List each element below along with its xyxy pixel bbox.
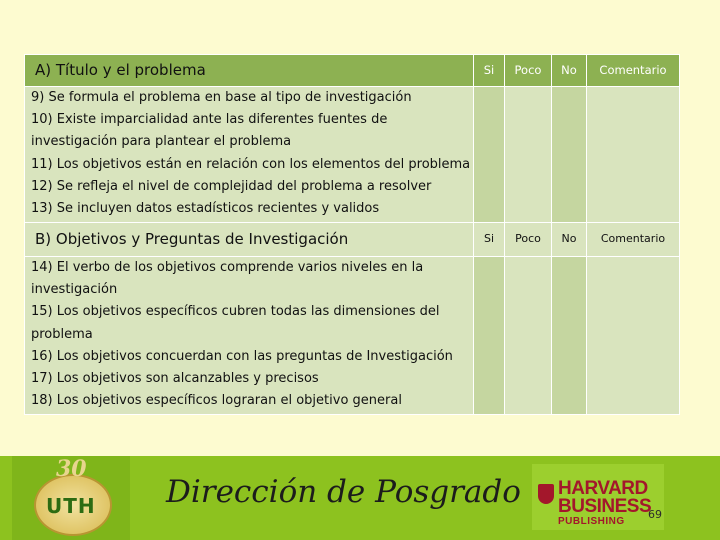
list-item: 17) Los objetivos son alcanzables y precisos	[31, 371, 319, 387]
list-item: 13) Se incluyen datos estadísticos recientes y validos	[31, 201, 380, 217]
section-b-header-row	[25, 223, 680, 257]
uth-name: UTH	[46, 494, 96, 518]
list-item: 18) Los objetivos específicos lograran el objetivo general	[31, 393, 402, 409]
footer-title: Dirección de Posgrado	[166, 474, 521, 510]
hbp-harvard: HARVARD	[558, 478, 648, 499]
hbp-business: BUSINESS	[558, 496, 652, 517]
col-no: No	[552, 55, 587, 87]
col-no: No	[552, 223, 587, 257]
uth-anniversary: 30	[56, 456, 87, 482]
shield-icon	[538, 484, 554, 504]
answer-poco-cell[interactable]	[505, 257, 552, 415]
col-si: Si	[474, 55, 505, 87]
list-item: 15) Los objetivos específicos cubren todas las dimensiones del problema	[31, 304, 440, 342]
answer-poco-cell[interactable]	[505, 87, 552, 223]
evaluation-table	[24, 54, 680, 415]
list-item: 10) Existe imparcialidad ante las diferentes fuentes de investigación para plantear el problema	[31, 112, 388, 150]
list-item: 14) El verbo de los objetivos comprende varios niveles en la investigación	[31, 260, 424, 298]
answer-no-cell[interactable]	[552, 257, 587, 415]
section-b-items	[25, 257, 474, 415]
section-b-items-row	[25, 257, 680, 415]
comment-cell[interactable]	[587, 257, 680, 415]
col-poco: Poco	[505, 223, 552, 257]
section-a-items	[25, 87, 474, 223]
uth-logo	[12, 456, 130, 540]
list-item: 12) Se refleja el nivel de complejidad del problema a resolver	[31, 178, 432, 194]
answer-no-cell[interactable]	[552, 87, 587, 223]
col-comentario: Comentario	[587, 223, 680, 257]
list-item: 16) Los objetivos concuerdan con las preguntas de Investigación	[31, 348, 453, 364]
comment-cell[interactable]	[587, 87, 680, 223]
section-a-header-row	[25, 55, 680, 87]
section-b-title: B) Objetivos y Preguntas de Investigación	[25, 223, 474, 257]
list-item: 11) Los objetivos están en relación con los elementos del problema	[31, 156, 471, 172]
section-a-title: A) Título y el problema	[25, 55, 474, 87]
page-number: 69	[648, 508, 662, 521]
col-si: Si	[474, 223, 505, 257]
harvard-business-publishing-logo	[532, 464, 664, 530]
section-a-items-row	[25, 87, 680, 223]
col-comentario: Comentario	[587, 55, 680, 87]
list-item: 9) Se formula el problema en base al tipo de investigación	[31, 90, 412, 105]
answer-si-cell[interactable]	[474, 87, 505, 223]
col-poco: Poco	[505, 55, 552, 87]
hbp-publishing: PUBLISHING	[558, 516, 625, 527]
answer-si-cell[interactable]	[474, 257, 505, 415]
